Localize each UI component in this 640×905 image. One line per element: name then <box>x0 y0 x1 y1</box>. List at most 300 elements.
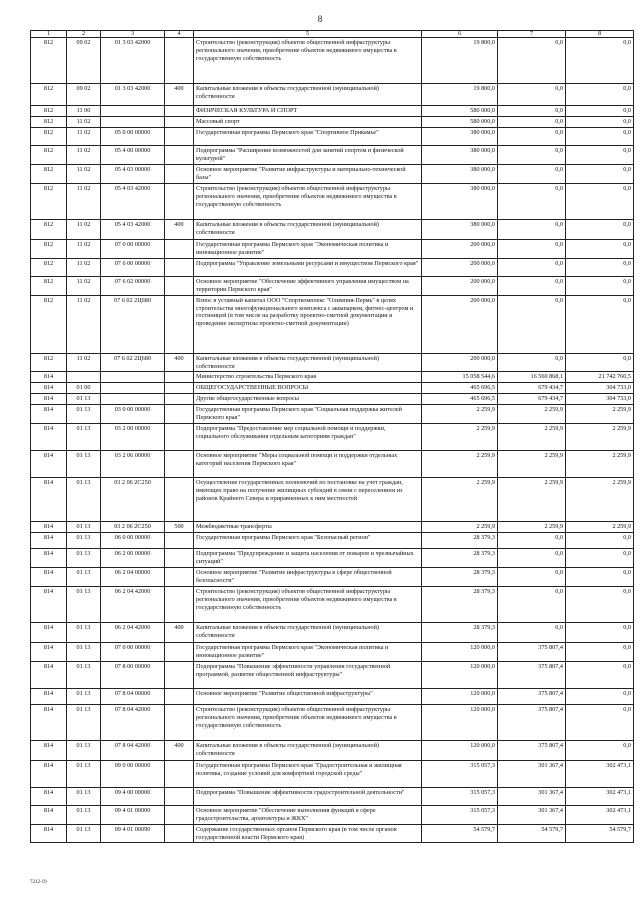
cell-target-article: 07 8 00 00000 <box>101 661 165 688</box>
cell-amount-year-3: 0,0 <box>566 567 634 586</box>
cell-target-article <box>101 394 165 405</box>
table-row <box>31 824 634 843</box>
table-row <box>31 533 634 549</box>
cell-name: Капитальные вложения в объекты государственной (муниципальной) собственности <box>194 353 422 372</box>
header-col-8: 8 <box>566 31 634 38</box>
cell-admin-code: 812 <box>31 295 67 353</box>
cell-amount-year-3: 302 473,1 <box>566 760 634 787</box>
cell-admin-code: 814 <box>31 805 67 824</box>
table-row <box>31 295 634 353</box>
cell-section: 11 02 <box>67 295 101 353</box>
cell-amount-year-1: 200 000,0 <box>422 239 498 258</box>
table-row <box>31 258 634 276</box>
cell-target-article <box>101 383 165 394</box>
cell-name: Капитальные вложения в объекты государственной (муниципальной) собственности <box>194 622 422 642</box>
table-row <box>31 760 634 787</box>
cell-admin-code: 812 <box>31 276 67 295</box>
cell-amount-year-2: 375 807,4 <box>498 661 566 688</box>
table-row <box>31 522 634 533</box>
cell-section: 01 13 <box>67 622 101 642</box>
cell-admin-code: 812 <box>31 84 67 106</box>
cell-expense-type <box>165 760 194 787</box>
cell-name: ОБЩЕГОСУДАРСТВЕННЫЕ ВОПРОСЫ <box>194 383 422 394</box>
cell-name: Государственная программа Пермского края "Экономическая политика и инновационное развитие" <box>194 239 422 258</box>
cell-expense-type <box>165 183 194 219</box>
table-row <box>31 567 634 586</box>
cell-target-article: 05 0 00 00000 <box>101 128 165 146</box>
table-row <box>31 688 634 704</box>
cell-target-article: 03 0 00 00000 <box>101 405 165 424</box>
cell-admin-code: 812 <box>31 239 67 258</box>
cell-section <box>67 372 101 383</box>
cell-name: Капитальные вложения в объекты государственной (муниципальной) собственности <box>194 740 422 760</box>
header-col-1: 1 <box>31 31 67 38</box>
cell-name: Подпрограмма "Расширение возможностей для занятий спортом и физической культурой" <box>194 146 422 165</box>
cell-target-article: 05 4 03 00000 <box>101 164 165 183</box>
cell-name: Подпрограмма "Повышение эффективности управления государственной программой, развитие общественной инфраструктуры" <box>194 661 422 688</box>
cell-target-article: 06 2 04 00000 <box>101 567 165 586</box>
cell-admin-code: 814 <box>31 383 67 394</box>
cell-amount-year-2: 0,0 <box>498 586 566 622</box>
table-body <box>31 38 634 843</box>
cell-section: 01 13 <box>67 805 101 824</box>
cell-amount-year-1: 380 000,0 <box>422 146 498 165</box>
header-col-4: 4 <box>165 31 194 38</box>
cell-expense-type <box>165 787 194 805</box>
table-row <box>31 219 634 239</box>
table-row <box>31 787 634 805</box>
cell-expense-type <box>165 405 194 424</box>
cell-amount-year-3: 0,0 <box>566 533 634 549</box>
cell-amount-year-2: 375 807,4 <box>498 642 566 661</box>
cell-section: 01 13 <box>67 824 101 843</box>
cell-amount-year-1: 380 000,0 <box>422 219 498 239</box>
cell-expense-type <box>165 258 194 276</box>
cell-amount-year-2: 375 807,4 <box>498 704 566 740</box>
cell-admin-code: 814 <box>31 478 67 522</box>
cell-name: Основное мероприятие "Обеспечение выполнения функций в сфере градостроительства, архитектуры и ЖКХ" <box>194 805 422 824</box>
cell-section: 01 13 <box>67 740 101 760</box>
cell-target-article: 01 3 03 42000 <box>101 84 165 106</box>
cell-amount-year-3: 302 473,1 <box>566 787 634 805</box>
cell-admin-code: 814 <box>31 787 67 805</box>
cell-admin-code: 812 <box>31 128 67 146</box>
cell-section: 01 13 <box>67 704 101 740</box>
cell-amount-year-2: 0,0 <box>498 295 566 353</box>
cell-section: 11 02 <box>67 258 101 276</box>
cell-target-article <box>101 106 165 117</box>
cell-amount-year-2: 54 579,7 <box>498 824 566 843</box>
cell-admin-code: 814 <box>31 622 67 642</box>
cell-expense-type <box>165 38 194 84</box>
cell-expense-type <box>165 164 194 183</box>
cell-admin-code: 814 <box>31 704 67 740</box>
cell-admin-code: 814 <box>31 372 67 383</box>
cell-name: Государственная программа Пермского края "Социальная поддержка жителей Пермского края" <box>194 405 422 424</box>
cell-name: Министерство строительства Пермского края <box>194 372 422 383</box>
cell-amount-year-3: 304 733,0 <box>566 394 634 405</box>
cell-target-article: 09 4 01 00000 <box>101 805 165 824</box>
cell-amount-year-2: 2 259,9 <box>498 522 566 533</box>
cell-target-article: 09 4 01 00090 <box>101 824 165 843</box>
cell-expense-type: 500 <box>165 522 194 533</box>
cell-admin-code: 812 <box>31 164 67 183</box>
table-row <box>31 394 634 405</box>
cell-section: 11 02 <box>67 219 101 239</box>
cell-amount-year-3: 0,0 <box>566 622 634 642</box>
cell-target-article: 07 8 04 00000 <box>101 688 165 704</box>
cell-amount-year-3: 0,0 <box>566 38 634 84</box>
cell-target-article: 03 2 06 00000 <box>101 451 165 478</box>
cell-amount-year-3: 304 733,0 <box>566 383 634 394</box>
table-row <box>31 805 634 824</box>
header-col-5: 5 <box>194 31 422 38</box>
cell-target-article: 06 0 00 00000 <box>101 533 165 549</box>
cell-target-article: 07 0 00 00000 <box>101 239 165 258</box>
cell-expense-type <box>165 239 194 258</box>
cell-target-article: 05 4 00 00000 <box>101 146 165 165</box>
cell-amount-year-1: 15 058 544,6 <box>422 372 498 383</box>
cell-amount-year-3: 2 259,9 <box>566 405 634 424</box>
cell-amount-year-2: 0,0 <box>498 622 566 642</box>
cell-expense-type <box>165 117 194 128</box>
cell-admin-code: 812 <box>31 219 67 239</box>
cell-amount-year-1: 2 259,9 <box>422 478 498 522</box>
cell-admin-code: 814 <box>31 661 67 688</box>
cell-section: 09 02 <box>67 84 101 106</box>
cell-admin-code: 812 <box>31 38 67 84</box>
cell-amount-year-1: 120 000,0 <box>422 642 498 661</box>
cell-expense-type <box>165 383 194 394</box>
cell-name: Капитальные вложения в объекты государственной (муниципальной) собственности <box>194 219 422 239</box>
cell-amount-year-2: 0,0 <box>498 219 566 239</box>
cell-target-article: 06 2 04 42000 <box>101 622 165 642</box>
cell-amount-year-2: 0,0 <box>498 183 566 219</box>
table-row <box>31 478 634 522</box>
cell-expense-type <box>165 704 194 740</box>
cell-amount-year-3: 0,0 <box>566 106 634 117</box>
cell-section: 11 02 <box>67 146 101 165</box>
cell-amount-year-3: 0,0 <box>566 353 634 372</box>
cell-section: 01 13 <box>67 533 101 549</box>
page-number: 8 <box>317 14 323 24</box>
cell-admin-code: 812 <box>31 117 67 128</box>
cell-amount-year-1: 28 379,3 <box>422 533 498 549</box>
header-row <box>31 31 634 38</box>
cell-amount-year-1: 380 000,0 <box>422 164 498 183</box>
cell-amount-year-2: 0,0 <box>498 533 566 549</box>
cell-amount-year-2: 2 259,9 <box>498 405 566 424</box>
cell-amount-year-2: 375 807,4 <box>498 688 566 704</box>
cell-section: 01 13 <box>67 478 101 522</box>
cell-admin-code: 814 <box>31 549 67 568</box>
cell-amount-year-1: 200 000,0 <box>422 258 498 276</box>
cell-amount-year-1: 200 000,0 <box>422 353 498 372</box>
cell-expense-type: 400 <box>165 353 194 372</box>
header-col-3: 3 <box>101 31 165 38</box>
cell-section: 01 13 <box>67 787 101 805</box>
cell-amount-year-1: 28 379,3 <box>422 567 498 586</box>
cell-section: 01 13 <box>67 424 101 451</box>
cell-section: 01 13 <box>67 688 101 704</box>
cell-name: Подпрограмма "Повышение эффективности градостроительной деятельности" <box>194 787 422 805</box>
table-row <box>31 106 634 117</box>
cell-expense-type: 400 <box>165 740 194 760</box>
cell-amount-year-3: 0,0 <box>566 128 634 146</box>
cell-name: Строительство (реконструкция) объектов общественной инфраструктуры регионального значения, приобретение объектов недвижимого имущества в государственную собственность <box>194 38 422 84</box>
cell-section: 11 02 <box>67 353 101 372</box>
cell-admin-code: 814 <box>31 642 67 661</box>
table-row <box>31 405 634 424</box>
cell-name: Строительство (реконструкция) объектов общественной инфраструктуры регионального значения, приобретение объектов недвижимого имущества в государственную собственность <box>194 704 422 740</box>
cell-amount-year-3: 0,0 <box>566 295 634 353</box>
cell-amount-year-1: 2 259,9 <box>422 424 498 451</box>
cell-amount-year-3: 0,0 <box>566 688 634 704</box>
cell-target-article: 07 8 04 42000 <box>101 704 165 740</box>
cell-amount-year-2: 2 259,9 <box>498 451 566 478</box>
cell-amount-year-2: 679 434,7 <box>498 383 566 394</box>
footer-code: 7212-19 <box>30 880 47 885</box>
cell-amount-year-3: 0,0 <box>566 704 634 740</box>
cell-expense-type <box>165 824 194 843</box>
cell-section: 11 00 <box>67 106 101 117</box>
cell-amount-year-1: 28 379,3 <box>422 622 498 642</box>
cell-target-article: 07 6 02 2Ц680 <box>101 353 165 372</box>
cell-expense-type <box>165 549 194 568</box>
cell-section: 01 13 <box>67 642 101 661</box>
cell-amount-year-2: 0,0 <box>498 258 566 276</box>
cell-amount-year-3: 2 259,9 <box>566 424 634 451</box>
cell-section: 11 02 <box>67 164 101 183</box>
cell-amount-year-2: 679 434,7 <box>498 394 566 405</box>
cell-target-article: 03 2 06 2С250 <box>101 478 165 522</box>
cell-amount-year-3: 0,0 <box>566 117 634 128</box>
cell-expense-type <box>165 688 194 704</box>
cell-amount-year-2: 301 367,4 <box>498 787 566 805</box>
cell-target-article: 05 4 03 42000 <box>101 219 165 239</box>
cell-name: Основное мероприятие "Развитие инфраструктуры и материально-технической базы" <box>194 164 422 183</box>
cell-target-article: 09 4 00 00000 <box>101 787 165 805</box>
cell-section: 09 02 <box>67 38 101 84</box>
cell-amount-year-3: 0,0 <box>566 239 634 258</box>
cell-target-article: 07 6 00 00000 <box>101 258 165 276</box>
table-row <box>31 353 634 372</box>
cell-name: Государственная программа Пермского края "Градостроительная и жилищная политика, создание условий для комфортной городской среды" <box>194 760 422 787</box>
cell-amount-year-1: 120 000,0 <box>422 661 498 688</box>
cell-section: 01 13 <box>67 586 101 622</box>
cell-name: Другие общегосударственные вопросы <box>194 394 422 405</box>
cell-admin-code: 814 <box>31 424 67 451</box>
cell-amount-year-1: 580 000,0 <box>422 106 498 117</box>
cell-amount-year-2: 2 259,9 <box>498 478 566 522</box>
cell-amount-year-2: 0,0 <box>498 276 566 295</box>
cell-amount-year-2: 0,0 <box>498 164 566 183</box>
cell-amount-year-1: 120 000,0 <box>422 740 498 760</box>
cell-amount-year-3: 0,0 <box>566 642 634 661</box>
cell-amount-year-3: 2 259,9 <box>566 522 634 533</box>
cell-section: 01 13 <box>67 567 101 586</box>
cell-expense-type <box>165 451 194 478</box>
cell-amount-year-3: 0,0 <box>566 183 634 219</box>
cell-amount-year-1: 19 800,0 <box>422 84 498 106</box>
cell-section: 11 02 <box>67 117 101 128</box>
cell-name: Строительство (реконструкция) объектов общественной инфраструктуры регионального значения, приобретение объектов недвижимого имущества в государственную собственность <box>194 586 422 622</box>
cell-admin-code: 814 <box>31 567 67 586</box>
cell-name: Основное мероприятие "Обеспечение эффективного управления имуществом на территории Пермского края" <box>194 276 422 295</box>
table-row <box>31 276 634 295</box>
cell-name: Государственная программа Пермского края "Экономическая политика и инновационное развитие" <box>194 642 422 661</box>
table-row <box>31 383 634 394</box>
cell-amount-year-3: 2 259,9 <box>566 451 634 478</box>
cell-expense-type <box>165 394 194 405</box>
cell-target-article: 07 6 02 00000 <box>101 276 165 295</box>
cell-admin-code: 814 <box>31 740 67 760</box>
header-col-7: 7 <box>498 31 566 38</box>
table-row <box>31 84 634 106</box>
cell-expense-type <box>165 661 194 688</box>
cell-admin-code: 814 <box>31 824 67 843</box>
cell-name: Массовый спорт <box>194 117 422 128</box>
cell-expense-type: 400 <box>165 219 194 239</box>
table-row <box>31 372 634 383</box>
cell-section: 01 13 <box>67 549 101 568</box>
cell-amount-year-3: 0,0 <box>566 661 634 688</box>
table-row <box>31 704 634 740</box>
cell-name: Взнос в уставный капитал ООО "Спорткомплекс "Олимпия-Пермь" в целях строительства многофункционального комплекса с аквапарком, фитнес-центром и гостиницей (в том числе на разработку проектно-сметной документации и проведение экспертизы проектно-сметной документации) <box>194 295 422 353</box>
cell-target-article: 07 0 00 00000 <box>101 642 165 661</box>
cell-amount-year-2: 0,0 <box>498 84 566 106</box>
cell-amount-year-2: 0,0 <box>498 239 566 258</box>
table-row <box>31 183 634 219</box>
cell-amount-year-2: 301 367,4 <box>498 805 566 824</box>
cell-expense-type <box>165 146 194 165</box>
cell-amount-year-1: 315 057,3 <box>422 787 498 805</box>
table-row <box>31 128 634 146</box>
cell-amount-year-3: 0,0 <box>566 258 634 276</box>
cell-section: 11 02 <box>67 183 101 219</box>
cell-admin-code: 814 <box>31 394 67 405</box>
cell-expense-type <box>165 372 194 383</box>
cell-amount-year-1: 465 696,5 <box>422 383 498 394</box>
cell-amount-year-1: 2 259,9 <box>422 405 498 424</box>
table-row <box>31 586 634 622</box>
cell-admin-code: 814 <box>31 451 67 478</box>
table-row <box>31 661 634 688</box>
cell-name: Подпрограмма "Управление земельными ресурсами и имуществом Пермского края" <box>194 258 422 276</box>
cell-amount-year-1: 315 057,3 <box>422 805 498 824</box>
cell-expense-type <box>165 586 194 622</box>
cell-admin-code: 814 <box>31 586 67 622</box>
cell-expense-type <box>165 424 194 451</box>
table-row <box>31 164 634 183</box>
cell-name: Капитальные вложения в объекты государственной (муниципальной) собственности <box>194 84 422 106</box>
cell-expense-type: 400 <box>165 84 194 106</box>
budget-table <box>30 30 634 843</box>
table-row <box>31 642 634 661</box>
cell-section: 11 02 <box>67 128 101 146</box>
cell-name: Основное мероприятие "Развитие общественной инфраструктуры" <box>194 688 422 704</box>
cell-amount-year-3: 0,0 <box>566 549 634 568</box>
cell-amount-year-1: 120 000,0 <box>422 688 498 704</box>
cell-amount-year-2: 16 560 868,1 <box>498 372 566 383</box>
cell-target-article <box>101 117 165 128</box>
cell-expense-type <box>165 276 194 295</box>
table-row <box>31 117 634 128</box>
cell-amount-year-3: 0,0 <box>566 276 634 295</box>
cell-amount-year-1: 200 000,0 <box>422 295 498 353</box>
cell-name: Содержание государственных органов Пермского края (в том числе органов государственной власти Пермского края) <box>194 824 422 843</box>
cell-expense-type <box>165 642 194 661</box>
cell-target-article: 05 4 03 42000 <box>101 183 165 219</box>
cell-target-article: 03 2 00 00000 <box>101 424 165 451</box>
table-row <box>31 424 634 451</box>
cell-amount-year-1: 54 579,7 <box>422 824 498 843</box>
cell-amount-year-1: 200 000,0 <box>422 276 498 295</box>
cell-amount-year-2: 0,0 <box>498 128 566 146</box>
cell-name: Межбюджетные трансферты <box>194 522 422 533</box>
cell-expense-type <box>165 106 194 117</box>
cell-amount-year-1: 2 259,9 <box>422 451 498 478</box>
cell-target-article: 03 2 06 2С250 <box>101 522 165 533</box>
cell-admin-code: 814 <box>31 688 67 704</box>
cell-expense-type <box>165 567 194 586</box>
cell-amount-year-1: 28 379,3 <box>422 586 498 622</box>
cell-amount-year-3: 2 259,9 <box>566 478 634 522</box>
cell-expense-type <box>165 128 194 146</box>
cell-name: ФИЗИЧЕСКАЯ КУЛЬТУРА И СПОРТ <box>194 106 422 117</box>
cell-amount-year-3: 21 742 760,5 <box>566 372 634 383</box>
cell-amount-year-1: 28 379,3 <box>422 549 498 568</box>
cell-amount-year-1: 580 000,0 <box>422 117 498 128</box>
cell-name: Подпрограмма "Предупреждение и защита населения от пожаров и чрезвычайных ситуаций" <box>194 549 422 568</box>
cell-amount-year-1: 315 057,3 <box>422 760 498 787</box>
table-row <box>31 549 634 568</box>
cell-target-article: 07 6 02 2Ц680 <box>101 295 165 353</box>
cell-section: 11 02 <box>67 276 101 295</box>
header-col-6: 6 <box>422 31 498 38</box>
cell-name: Государственная программа Пермского края "Безопасный регион" <box>194 533 422 549</box>
header-col-2: 2 <box>67 31 101 38</box>
cell-admin-code: 812 <box>31 146 67 165</box>
cell-amount-year-3: 0,0 <box>566 740 634 760</box>
cell-amount-year-2: 301 367,4 <box>498 760 566 787</box>
cell-name: Основное мероприятие "Меры социальной помощи и поддержки отдельных категорий населения Пермского края" <box>194 451 422 478</box>
cell-amount-year-2: 0,0 <box>498 353 566 372</box>
cell-admin-code: 814 <box>31 533 67 549</box>
cell-admin-code: 812 <box>31 106 67 117</box>
cell-expense-type: 400 <box>165 622 194 642</box>
cell-name: Строительство (реконструкция) объектов общественной инфраструктуры регионального значения, приобретение объектов недвижимого имущества в государственную собственность <box>194 183 422 219</box>
cell-target-article: 07 8 04 42000 <box>101 740 165 760</box>
cell-amount-year-3: 54 579,7 <box>566 824 634 843</box>
cell-expense-type <box>165 295 194 353</box>
cell-amount-year-3: 302 473,1 <box>566 805 634 824</box>
cell-section: 01 13 <box>67 522 101 533</box>
cell-admin-code: 814 <box>31 522 67 533</box>
cell-section: 01 13 <box>67 405 101 424</box>
table-row <box>31 146 634 165</box>
cell-amount-year-2: 375 807,4 <box>498 740 566 760</box>
cell-target-article <box>101 372 165 383</box>
cell-amount-year-3: 0,0 <box>566 219 634 239</box>
cell-amount-year-3: 0,0 <box>566 586 634 622</box>
cell-admin-code: 812 <box>31 183 67 219</box>
cell-admin-code: 812 <box>31 353 67 372</box>
cell-amount-year-1: 120 000,0 <box>422 704 498 740</box>
cell-amount-year-1: 19 800,0 <box>422 38 498 84</box>
table-row <box>31 38 634 84</box>
cell-target-article: 01 3 03 42000 <box>101 38 165 84</box>
